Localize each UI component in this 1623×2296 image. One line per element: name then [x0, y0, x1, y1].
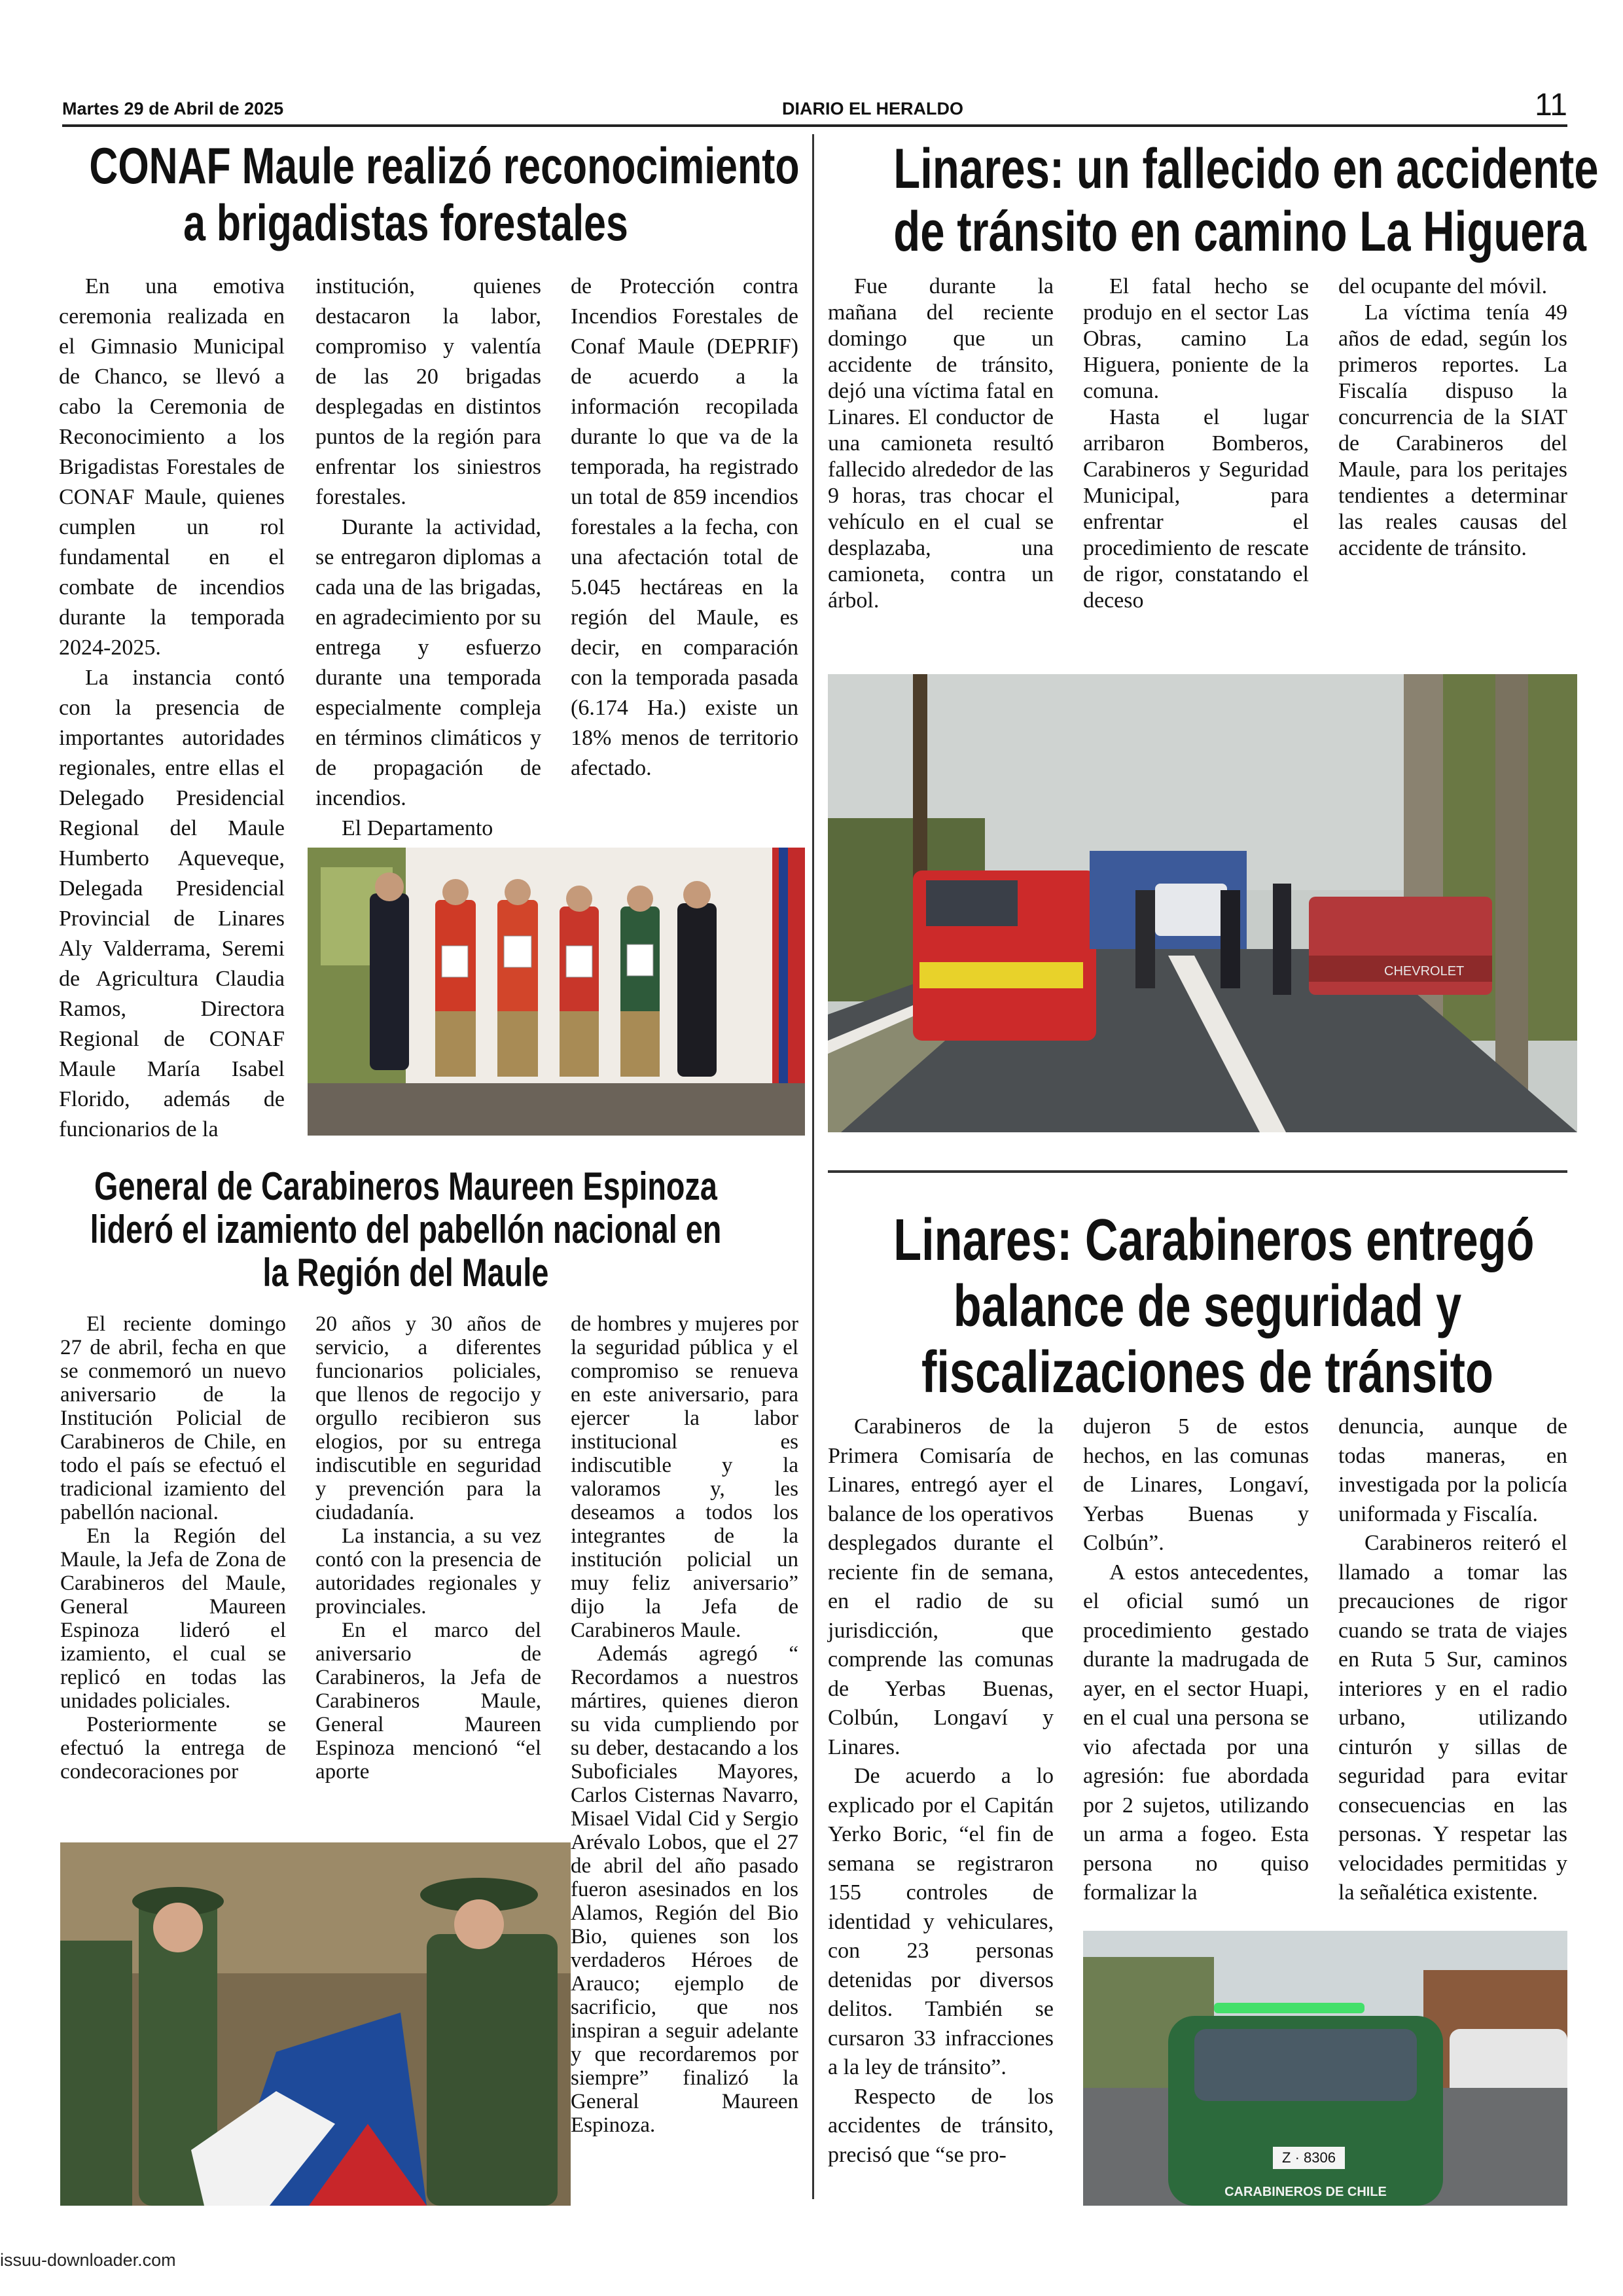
conaf-column-2	[315, 272, 541, 844]
paragraph: Además agregó “ Recordamos a nuestros mártires, quienes dieron su vida cumpliendo por su deber, destacando a los Suboficiales Mayores, Carlos Cisternas Navarro, Misael Vidal Cid y Sergio Arévalo Lobos, que el 27 de abril del año pasado fueron asesinados en los Alamos, Región del Bio Bio, quienes son los verdaderos Héroes de Arauco; ejemplo de sacrificio, que nos inspiran a seguir adelante y que recordaremos por siempre” finalizó la General Maureen Espinoza.	[571, 1642, 798, 2137]
paragraph: A estos antecedentes, el oficial sumó un procedimiento gestado durante la madrugada de ayer, en el sector Huapi, en el cual una persona se vio afectada por una agresión: fue abordada por 2 sujetos, utilizando un arma a fogeo. Esta persona no quiso formalizar la	[1083, 1560, 1309, 1905]
paragraph: En una emotiva ceremonia realizada en el Gimnasio Municipal de Chanco, se llevó a cabo la Ceremonia de Reconocimiento a los Brigadistas Forestales de CONAF Maule, quienes cumplen un rol fundamental en el combate de incendios durante la temporada 2024-2025.	[59, 274, 285, 660]
pabellon-column-3	[571, 1312, 798, 2137]
newspaper-name: DIARIO EL HERALDO	[782, 99, 964, 118]
headline-line: de tránsito en camino La Higuera	[893, 200, 1586, 264]
section-divider	[828, 1170, 1567, 1173]
page-number: 11	[1535, 88, 1567, 122]
headline-line: Linares: Carabineros entregó	[893, 1208, 1535, 1273]
headline-accidente	[893, 137, 1599, 264]
column-divider	[812, 134, 814, 2199]
paragraph: Hasta el lugar arribaron Bomberos, Carabineros y Seguridad Municipal, para enfrentar el procedimiento de rescate de rigor, constatando el deceso	[1083, 405, 1309, 613]
headline-line: General de Carabineros Maureen Espinoza	[94, 1164, 717, 1208]
paragraph: La víctima tenía 49 años de edad, según los primeros reportes. La Fiscalía dispuso la concurrencia de la SIAT de Carabineros del Maule, para los peritajes tendientes a determinar las reales causas del accidente de tránsito.	[1338, 300, 1567, 560]
paragraph: En la Región del Maule, la Jefa de Zona de Carabineros del Maule, General Maureen Espinoza lideró el izamiento, el cual se replicó en todas las unidades policiales.	[60, 1524, 286, 1713]
accidente-column-1	[828, 274, 1054, 614]
headline-line: a brigadistas forestales	[183, 194, 628, 252]
paragraph: de hombres y mujeres por la seguridad pública y el compromiso se renueva en este aniversario, para ejercer la labor institucional es indiscutible y la valoramos y, les deseamos a todos los integrantes de la institución policial un muy feliz aniversario” dijo la Jefa de Carabineros Maule.	[571, 1312, 798, 1642]
paragraph: El fatal hecho se produjo en el sector Las Obras, camino La Higuera, poniente de la comuna.	[1083, 274, 1309, 403]
headline-line: la Región del Maule	[262, 1251, 549, 1295]
balance-column-1	[828, 1412, 1054, 2170]
paragraph: Carabineros de la Primera Comisaría de Linares, entregó ayer el balance de los operativos desplegados durante el reciente fin de semana, en el radio de su jurisdicción, que comprende las comunas de Yerbas Buenas, Colbún, Longaví y Linares.	[828, 1414, 1054, 1759]
headline-line: lideró el izamiento del pabellón nacional en	[90, 1208, 722, 1251]
headline-pabellon	[89, 1165, 722, 1295]
paragraph: Posteriormente se efectuó la entrega de condecoraciones por	[60, 1713, 286, 1784]
vehicle-label: CARABINEROS DE CHILE	[1224, 2185, 1387, 2199]
paragraph: Respecto de los accidentes de tránsito, precisó que “se pro-	[828, 2084, 1054, 2167]
paragraph: Fue durante la mañana del reciente domingo que un accidente de tránsito, dejó una víctima fatal en Linares. El conductor de una camioneta resultó fallecido alrededor de las 9 horas, tras chocar el vehículo en el cual se desplazaba, una camioneta, contra un árbol.	[828, 274, 1054, 613]
paragraph: En el marco del aniversario de Carabineros, la Jefa de Carabineros Maule, General Maureen Espinoza mencionó “el aporte	[315, 1619, 541, 1784]
issue-date: Martes 29 de Abril de 2025	[62, 99, 284, 118]
pabellon-column-1	[60, 1312, 286, 1784]
paragraph: de Protección contra Incendios Forestales de Conaf Maule (DEPRIF) de acuerdo a la información recopilada durante lo que va de la temporada, ha registrado un total de 859 incendios forestales a la fecha, con una afectación total de 5.045 hectáreas en la región del Maule, es decir, en comparación con la temporada pasada (6.174 Ha.) existe un 18% menos de territorio afectado.	[571, 274, 798, 780]
photo-accidente	[828, 674, 1577, 1132]
paragraph: dujeron 5 de estos hechos, en las comunas de Linares, Longaví, Yerbas Buenas y Colbún”.	[1083, 1414, 1309, 1555]
photo-izamiento	[60, 1842, 571, 2206]
balance-column-2	[1083, 1412, 1309, 1908]
license-plate: Z · 8306	[1282, 2149, 1336, 2166]
headline-line: CONAF Maule realizó reconocimiento	[89, 137, 800, 194]
paragraph: institución, quienes destacaron la labor, compromiso y valentía de las 20 brigadas desplegadas en distintos puntos de la región para enfrentar los siniestros forestales.	[315, 274, 541, 509]
headline-balance	[893, 1208, 1535, 1405]
accidente-column-3	[1338, 274, 1567, 562]
headline-line: balance de seguridad y	[953, 1273, 1462, 1339]
page-header	[62, 85, 1567, 127]
balance-column-3	[1338, 1412, 1567, 1908]
paragraph: La instancia contó con la presencia de importantes autoridades regionales, entre ellas el Delegado Presidencial Regional del Maule Humberto Aqueveque, Delegada Presidencial Provincial de Linares Aly Valderrama, Seremi de Agricultura Claudia Ramos, Directora Regional de CONAF Maule María Isabel Florido, además de funcionarios de la	[59, 666, 285, 1141]
photo-brigadistas	[308, 848, 805, 1136]
paragraph: La instancia, a su vez contó con la presencia de autoridades regionales y provinciales.	[315, 1524, 541, 1619]
photo-patrulla	[1083, 1931, 1567, 2206]
pabellon-column-2	[315, 1312, 541, 1784]
headline-conaf	[89, 137, 800, 252]
paragraph: 20 años y 30 años de servicio, a diferentes funcionarios policiales, que llenos de regocijo y orgullo recibieron sus elogios, por su entrega indiscutible en seguridad y prevención para la ciudadanía.	[315, 1312, 541, 1524]
conaf-column-1	[59, 272, 285, 1145]
paragraph: denuncia, aunque de todas maneras, en investigada por la policía uniformada y Fiscalía.	[1338, 1414, 1567, 1526]
paragraph: El Departamento	[342, 816, 493, 840]
accidente-column-2	[1083, 274, 1309, 614]
paragraph: Carabineros reiteró el llamado a tomar las precauciones de rigor cuando se trata de viajes en Ruta 5 Sur, caminos interiores y en el radio urbano, utilizando cinturón y sillas de seguridad para evitar consecuencias en las personas. Y respetar las velocidades permitidas y la señalética existente.	[1338, 1531, 1567, 1905]
truck-brand-label: CHEVROLET	[1384, 964, 1465, 978]
watermark: issuu-downloader.com	[0, 2250, 176, 2270]
conaf-column-3	[571, 272, 798, 783]
headline-line: fiscalizaciones de tránsito	[921, 1339, 1493, 1405]
paragraph: El reciente domingo 27 de abril, fecha en que se conmemoró un nuevo aniversario de la Institución Policial de Carabineros de Chile, en todo el país se efectuó el tradicional izamiento del pabellón nacional.	[60, 1312, 286, 1524]
headline-line: Linares: un fallecido en accidente	[893, 137, 1599, 200]
paragraph: del ocupante del móvil.	[1338, 274, 1548, 298]
paragraph: De acuerdo a lo explicado por el Capitán Yerko Boric, “el fin de semana se registraron 155 controles de identidad y vehiculares, con 23 personas detenidas por diversos delitos. También se cursaron 33 infracciones a la ley de tránsito”.	[828, 1764, 1054, 2079]
paragraph: Durante la actividad, se entregaron diplomas a cada una de las brigadas, en agradecimiento por su entrega y esfuerzo durante una temporada especialmente compleja en términos climáticos y de propagación de incendios.	[315, 515, 541, 810]
